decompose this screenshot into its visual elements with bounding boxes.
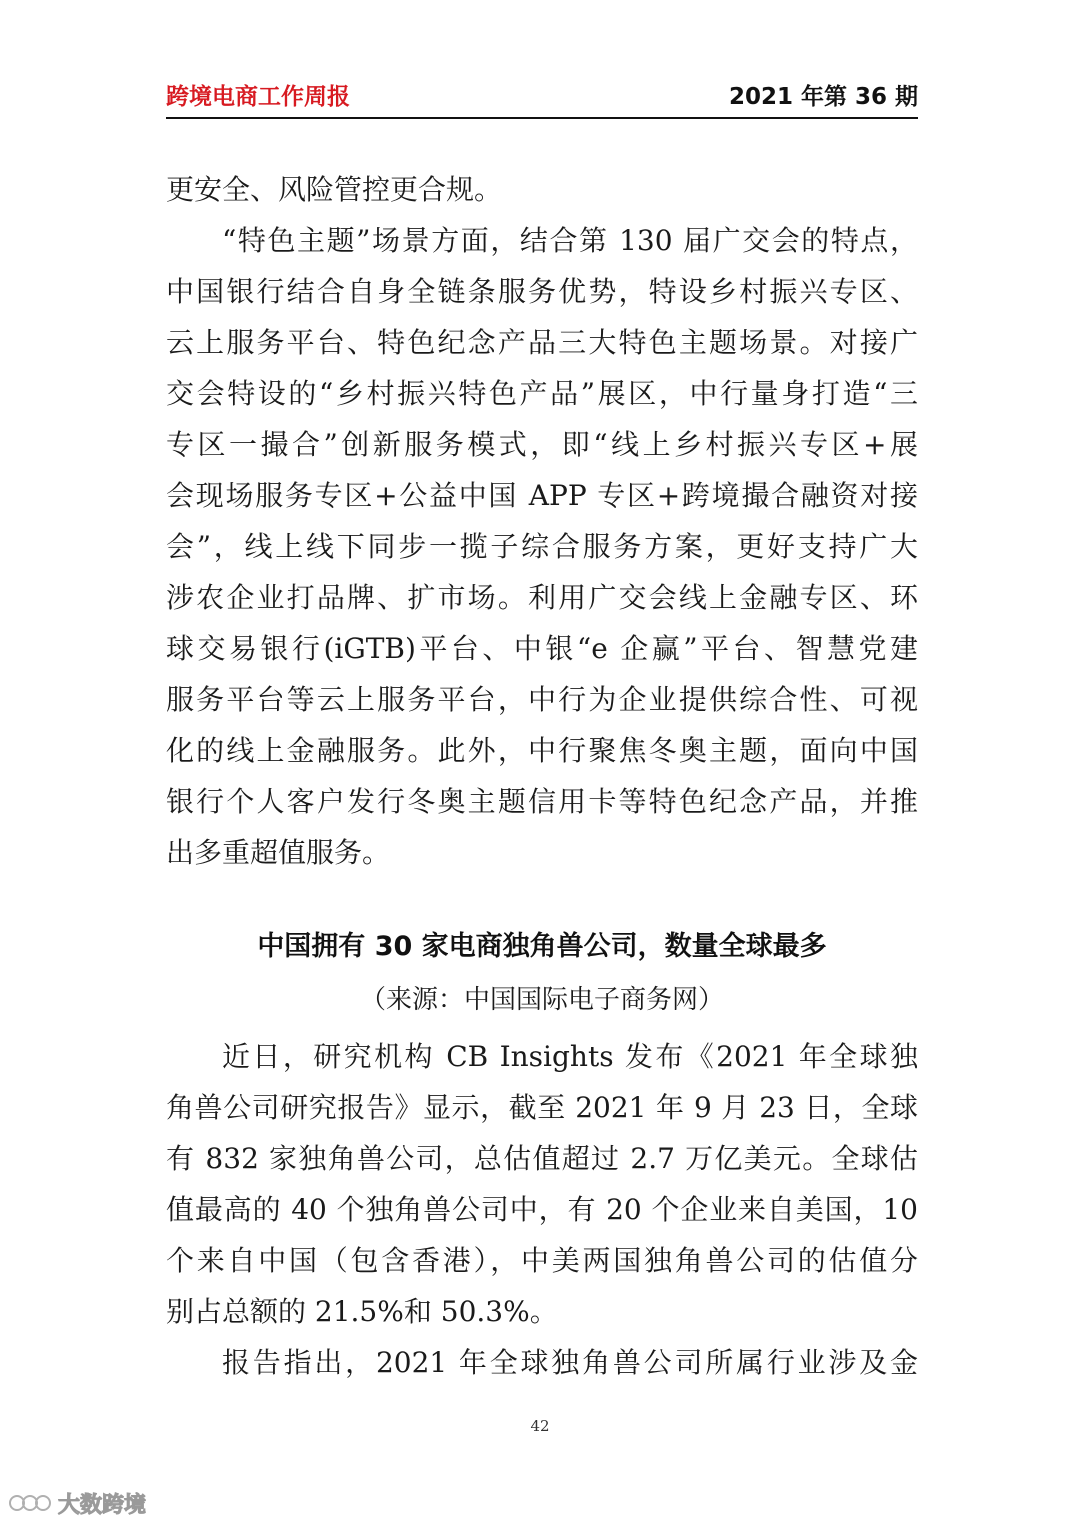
body-line: 出多重超值服务。 xyxy=(166,836,391,869)
article-line: 别占总额的 21.5%和 50.3%。 xyxy=(166,1295,558,1328)
watermark-logo-icon xyxy=(8,1492,52,1514)
article-line: 个来自中国（包含香港），中美两国独角兽公司的估值分 xyxy=(166,1244,918,1277)
body-line: 更安全、风险管控更合规。 xyxy=(166,173,503,206)
body-line: 球交易银行(iGTB)平台、中银“e 企赢”平台、智慧党建 xyxy=(166,632,918,665)
body-line: “特色主题”场景方面，结合第 130 届广交会的特点， xyxy=(222,224,918,257)
body-line: 化的线上金融服务。此外，中行聚焦冬奥主题，面向中国 xyxy=(166,734,918,767)
body-line: 银行个人客户发行冬奥主题信用卡等特色纪念产品，并推 xyxy=(166,785,918,818)
article-title: 中国拥有 30 家电商独角兽公司，数量全球最多 xyxy=(257,931,827,962)
article-line: 有 832 家独角兽公司，总估值超过 2.7 万亿美元。全球估 xyxy=(166,1142,918,1175)
watermark-text: 大数跨境 xyxy=(58,1492,147,1518)
body-line: 会”，线上线下同步一揽子综合服务方案，更好支持广大 xyxy=(166,530,918,563)
body-line: 专区一撮合”创新服务模式，即“线上乡村振兴专区+展 xyxy=(166,428,918,461)
body-line: 服务平台等云上服务平台，中行为企业提供综合性、可视 xyxy=(166,683,918,716)
body-line: 交会特设的“乡村振兴特色产品”展区，中行量身打造“三 xyxy=(166,377,918,410)
page-header xyxy=(166,78,918,118)
body-line: 会现场服务专区+公益中国 APP 专区+跨境撮合融资对接 xyxy=(166,479,918,512)
header-divider xyxy=(166,117,918,119)
issue-number: 2021 年第 36 期 xyxy=(728,84,918,110)
article-source: （来源：中国国际电子商务网） xyxy=(359,985,724,1015)
body-line: 云上服务平台、特色纪念产品三大特色主题场景。对接广 xyxy=(166,326,918,359)
article-line: 报告指出，2021 年全球独角兽公司所属行业涉及金 xyxy=(222,1346,918,1379)
article-line: 值最高的 40 个独角兽公司中，有 20 个企业来自美国，10 xyxy=(166,1193,918,1226)
watermark xyxy=(8,1488,146,1518)
body-line: 涉农企业打品牌、扩市场。利用广交会线上金融专区、环 xyxy=(166,581,918,614)
page-number: 42 xyxy=(530,1417,550,1435)
article-line: 角兽公司研究报告》显示，截至 2021 年 9 月 23 日，全球 xyxy=(166,1091,918,1124)
article-line: 近日，研究机构 CB Insights 发布《2021 年全球独 xyxy=(222,1040,918,1073)
body-line: 中国银行结合自身全链条服务优势，特设乡村振兴专区、 xyxy=(166,275,918,308)
publication-title: 跨境电商工作周报 xyxy=(166,84,350,110)
